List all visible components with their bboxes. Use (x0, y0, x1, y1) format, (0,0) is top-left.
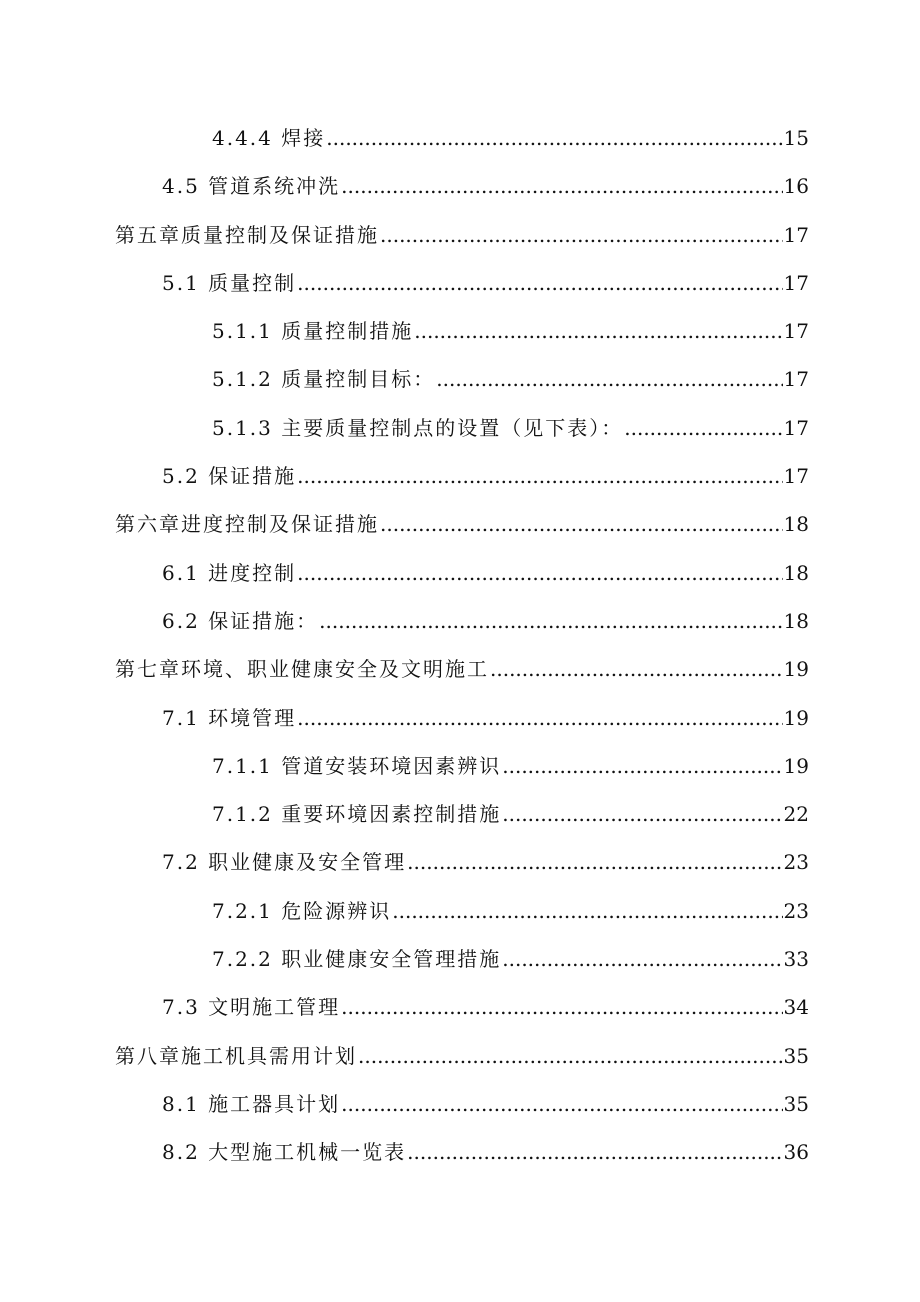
toc-entry-page: 16 (783, 174, 809, 199)
dot-leader (341, 1080, 782, 1128)
toc-entry-title: 7.1.2 重要环境因素控制措施 (212, 802, 502, 827)
toc-entry-title: 7.2 职业健康及安全管理 (162, 850, 407, 875)
toc-entry[interactable] (0, 211, 920, 259)
toc-entry-page: 17 (783, 415, 809, 440)
toc-entry-title: 7.1 环境管理 (162, 705, 297, 730)
dot-leader (319, 597, 782, 645)
toc-entry[interactable] (0, 452, 920, 500)
dot-leader (624, 404, 782, 452)
toc-entry-page: 18 (783, 608, 809, 633)
toc-entry[interactable] (0, 1128, 920, 1176)
toc-entry-title: 5.1.1 质量控制措施 (212, 319, 414, 344)
dot-leader (407, 838, 782, 886)
toc-entry-title: 第八章施工机具需用计划 (115, 1043, 357, 1068)
toc-entry[interactable] (0, 1080, 920, 1128)
toc-entry-page: 35 (783, 1091, 809, 1116)
toc-entry-title: 5.1.2 质量控制目标： (212, 367, 436, 392)
toc-entry-page: 17 (783, 464, 809, 489)
toc-entry-page: 15 (783, 126, 809, 150)
toc-entry-title: 7.2.1 危险源辨识 (212, 898, 392, 923)
toc-entry-title: 4.4.4 焊接 (212, 126, 326, 150)
toc-entry-title: 第五章质量控制及保证措施 (115, 222, 379, 247)
toc-entry[interactable] (0, 1032, 920, 1080)
toc-entry-page: 35 (783, 1043, 809, 1068)
toc-entry-page: 19 (783, 705, 809, 730)
dot-leader (326, 114, 782, 162)
toc-entry-title: 8.2 大型施工机械一览表 (162, 1140, 407, 1165)
toc-entry[interactable] (0, 549, 920, 597)
toc-entry-title: 5.1.3 主要质量控制点的设置（见下表）： (212, 415, 624, 440)
dot-leader (502, 790, 782, 838)
dot-leader (392, 887, 782, 935)
dot-leader (380, 211, 783, 259)
toc-entry[interactable] (0, 114, 920, 162)
toc-entry-page: 17 (783, 319, 809, 344)
toc-entry-title: 4.5 管道系统冲洗 (162, 174, 341, 199)
toc-entry[interactable] (0, 307, 920, 355)
toc-entry-title: 第六章进度控制及保证措施 (115, 512, 379, 537)
dot-leader (297, 549, 782, 597)
toc-entry-page: 19 (783, 753, 809, 778)
toc-entry[interactable] (0, 355, 920, 403)
dot-leader (341, 983, 782, 1031)
dot-leader (380, 500, 783, 548)
dot-leader (297, 259, 782, 307)
toc-entry[interactable] (0, 887, 920, 935)
toc-entry-page: 18 (783, 560, 809, 585)
dot-leader (502, 742, 782, 790)
toc-entry-page: 33 (783, 947, 809, 972)
toc-entry-page: 17 (783, 222, 809, 247)
toc-entry[interactable] (0, 645, 920, 693)
dot-leader (502, 935, 782, 983)
dot-leader (297, 452, 782, 500)
toc-entry-title: 6.1 进度控制 (162, 560, 297, 585)
toc-entry[interactable] (0, 742, 920, 790)
toc-entry-title: 5.2 保证措施 (162, 464, 297, 489)
toc-entry-title: 7.1.1 管道安装环境因素辨识 (212, 753, 502, 778)
toc-entry-page: 23 (783, 850, 809, 875)
table-of-contents (0, 114, 920, 1177)
toc-entry-title: 8.1 施工器具计划 (162, 1091, 341, 1116)
toc-entry[interactable] (0, 259, 920, 307)
dot-leader (358, 1032, 783, 1080)
toc-entry[interactable] (0, 838, 920, 886)
toc-entry-title: 6.2 保证措施： (162, 608, 319, 633)
toc-entry[interactable] (0, 500, 920, 548)
toc-entry[interactable] (0, 404, 920, 452)
toc-entry-page: 17 (783, 270, 809, 295)
dot-leader (341, 162, 782, 210)
dot-leader (407, 1128, 782, 1176)
toc-entry-title: 7.2.2 职业健康安全管理措施 (212, 947, 502, 972)
toc-entry-page: 17 (783, 367, 809, 392)
toc-entry-page: 23 (783, 898, 809, 923)
dot-leader (436, 355, 782, 403)
toc-entry[interactable] (0, 694, 920, 742)
toc-entry[interactable] (0, 790, 920, 838)
toc-entry[interactable] (0, 162, 920, 210)
dot-leader (414, 307, 782, 355)
toc-entry-page: 34 (783, 995, 809, 1020)
toc-entry-page: 22 (783, 802, 809, 827)
toc-entry-page: 19 (783, 657, 809, 682)
toc-entry-page: 36 (783, 1140, 809, 1165)
dot-leader (297, 694, 782, 742)
toc-entry-title: 5.1 质量控制 (162, 270, 297, 295)
toc-entry-title: 第七章环境、职业健康安全及文明施工 (115, 657, 489, 682)
dot-leader (490, 645, 783, 693)
toc-entry[interactable] (0, 983, 920, 1031)
toc-entry[interactable] (0, 597, 920, 645)
toc-entry[interactable] (0, 935, 920, 983)
toc-entry-page: 18 (783, 512, 809, 537)
toc-entry-title: 7.3 文明施工管理 (162, 995, 341, 1020)
